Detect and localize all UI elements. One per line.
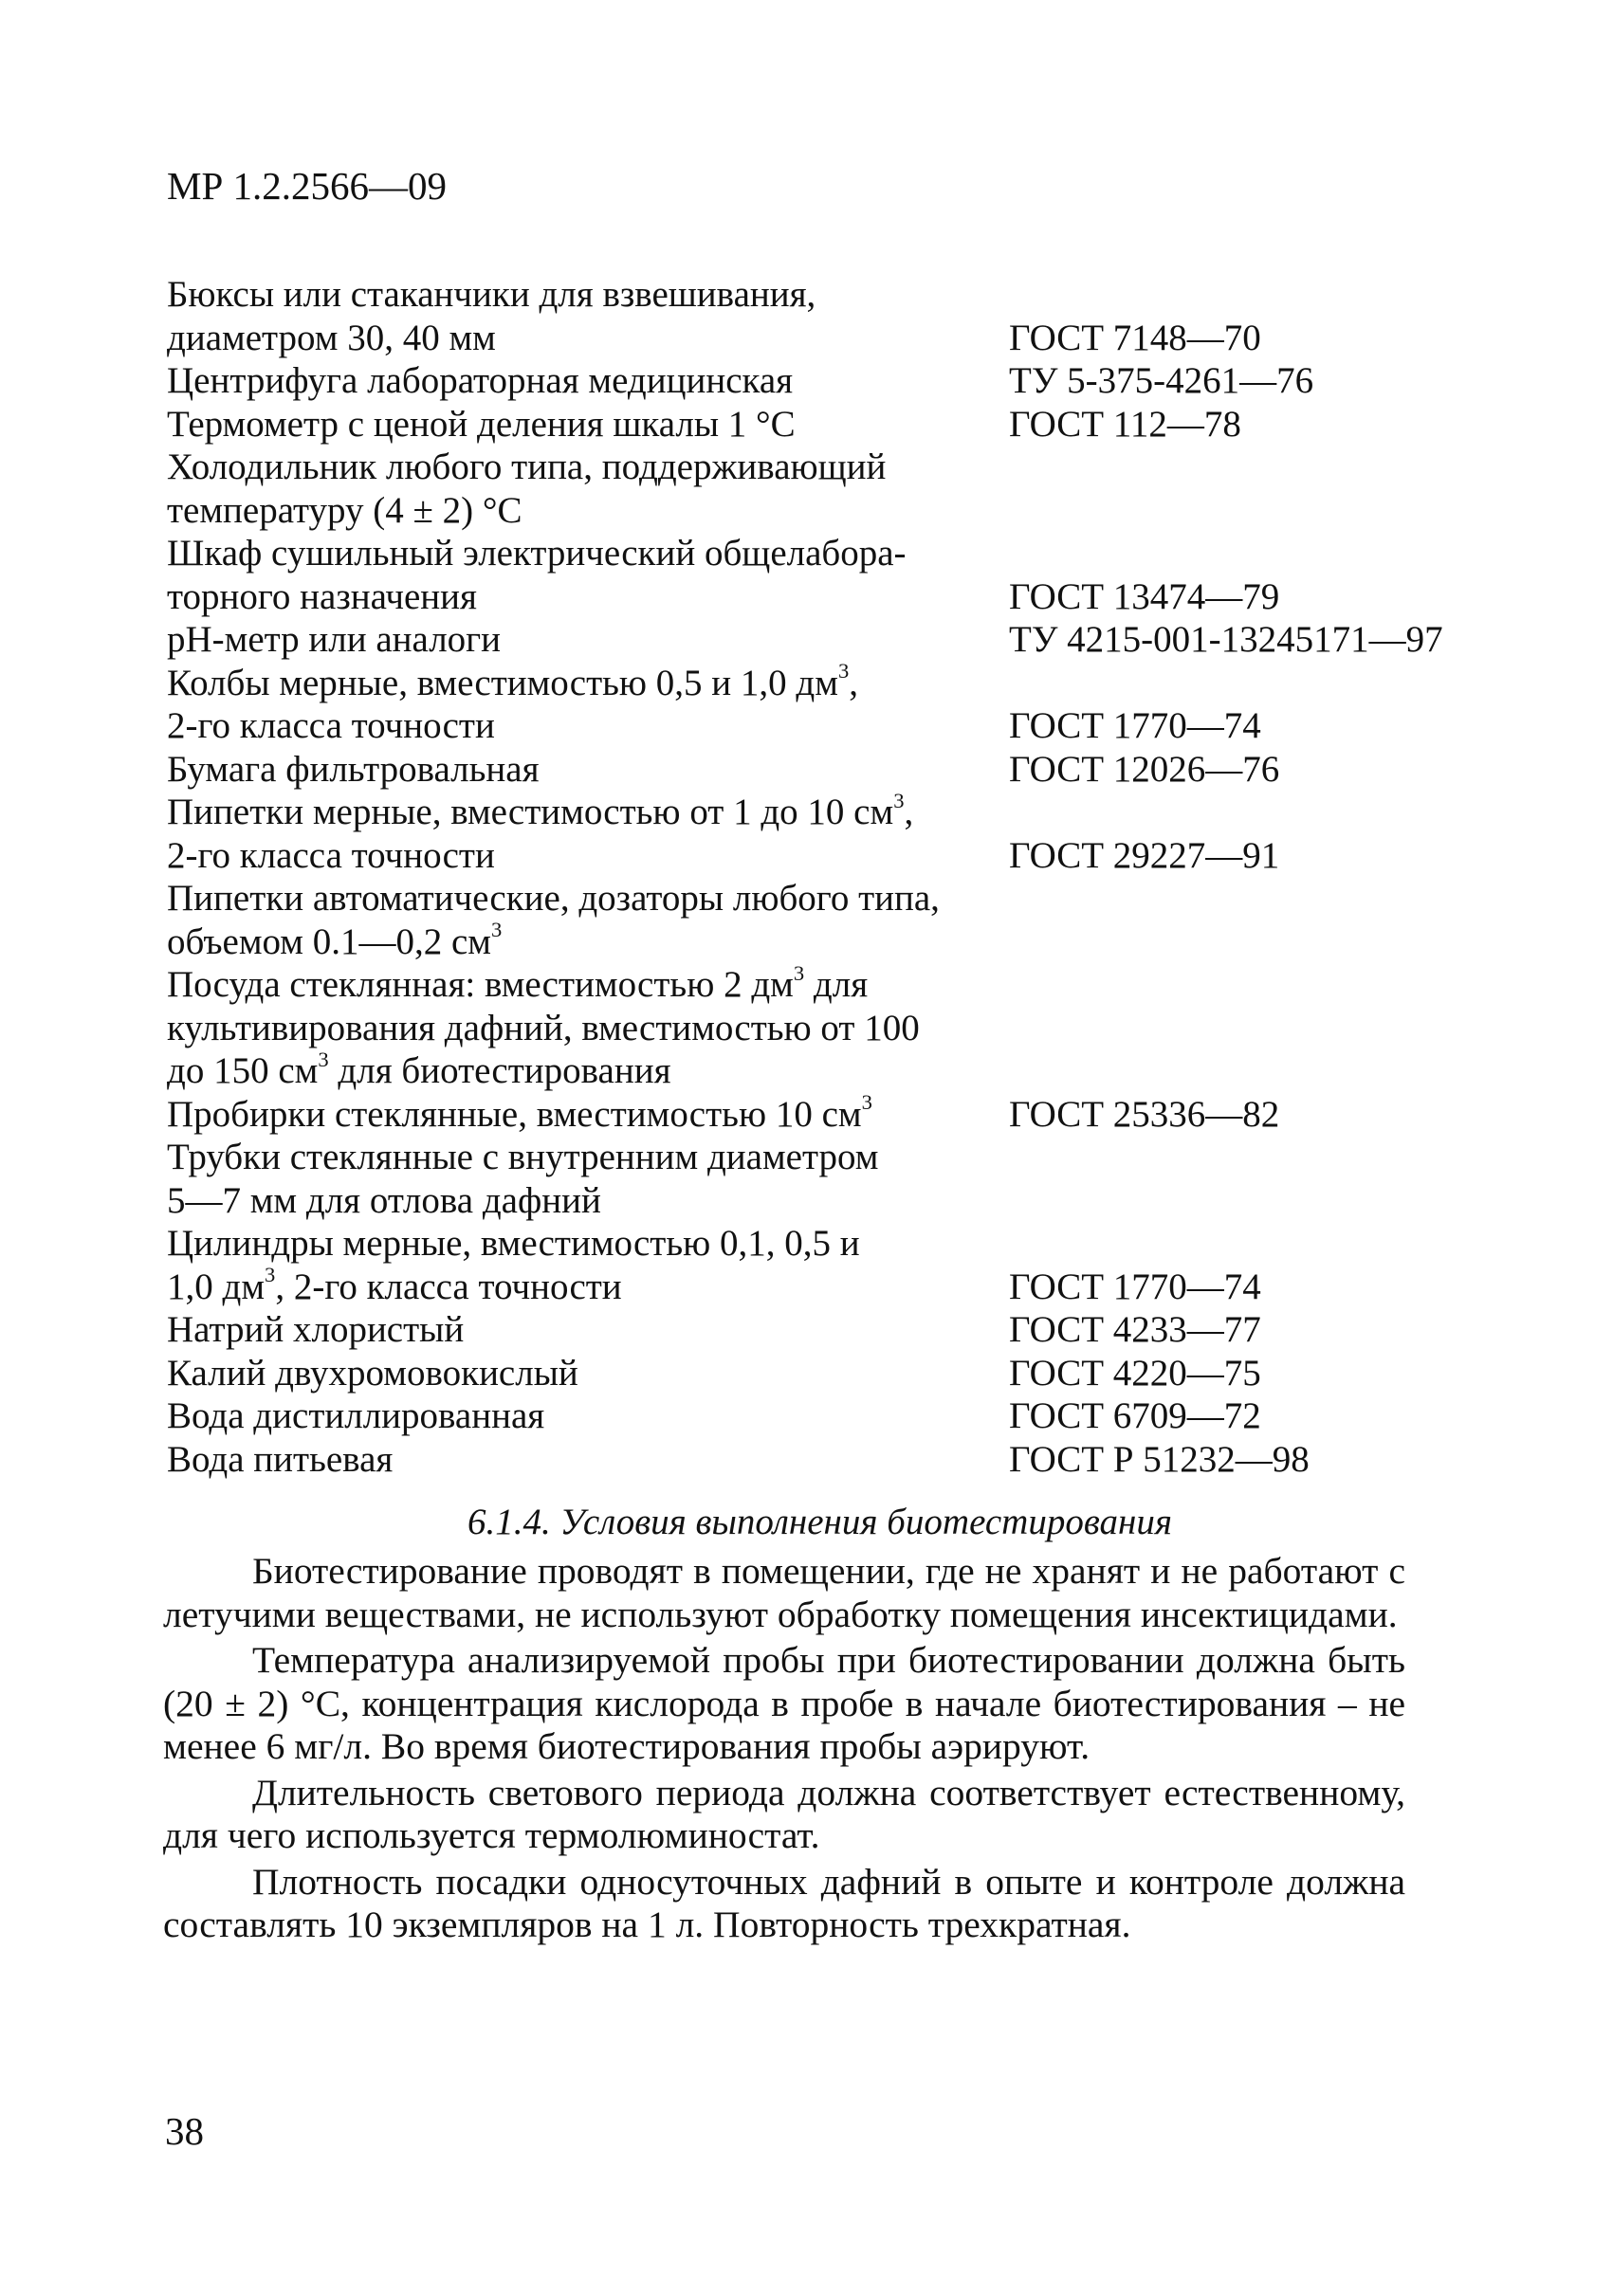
equipment-line	[167, 1179, 1494, 1223]
body-paragraph: Температура анализируемой пробы при биотестировании должна быть (20 ± 2) °С, концентрация кислорода в пробе в начале биотестирования – не менее 6 мг/л. Во время биотестирования пробы аэрируют.	[163, 1639, 1405, 1767]
equipment-line	[167, 788, 1494, 834]
equipment-list	[167, 273, 1494, 1481]
equipment-description: Калий двухромовокислый	[167, 1352, 578, 1394]
equipment-description: Натрий хлористый	[167, 1309, 465, 1350]
equipment-item	[167, 359, 1494, 403]
equipment-description: Посуда стеклянная: вместимостью 2 $дм^3$ для	[167, 960, 869, 1005]
equipment-line	[167, 834, 1494, 878]
standard-reference: ГОСТ 25336—82	[1009, 1093, 1280, 1135]
equipment-line	[167, 1222, 1494, 1266]
equipment-line	[167, 446, 1494, 489]
equipment-line	[167, 273, 1494, 317]
body-paragraph: Длительность светового периода должна соответствует естественному, для чего используется термолюминостат.	[163, 1771, 1405, 1856]
equipment-item	[167, 1308, 1494, 1352]
standard-reference: ТУ 5-375-4261—76	[1009, 360, 1314, 401]
equipment-item	[167, 403, 1494, 446]
superscript-3: 3	[837, 659, 850, 683]
equipment-item	[167, 960, 1494, 1093]
equipment-description: Пипетки мерные, вместимостью от 1 до 10 $см^3$,	[167, 788, 914, 832]
equipment-description: 5—7 мм для отлова дафний	[167, 1179, 601, 1221]
equipment-description: торного назначения	[167, 575, 477, 617]
equipment-line	[167, 659, 1494, 705]
standard-reference: ГОСТ 29227—91	[1009, 834, 1280, 876]
equipment-description: Бумага фильтровальная	[167, 748, 540, 790]
body-paragraph: Плотность посадки односуточных дафний в опыте и контроле должна составлять 10 экземпляров на 1 л. Повторность трехкратная.	[163, 1860, 1405, 1945]
standard-reference: ГОСТ Р 51232—98	[1009, 1438, 1310, 1480]
equipment-line	[167, 877, 1494, 920]
equipment-line	[167, 317, 1494, 360]
equipment-description: Центрифуга лабораторная медицинская	[167, 360, 794, 401]
superscript-3: 3	[893, 788, 905, 812]
equipment-line	[167, 1263, 1494, 1309]
equipment-item	[167, 659, 1494, 748]
document-code-header: МР 1.2.2566—09	[167, 164, 448, 208]
equipment-line	[167, 960, 1494, 1007]
superscript-3: 3	[861, 1090, 872, 1115]
standard-reference: ГОСТ 4220—75	[1009, 1352, 1261, 1394]
equipment-item	[167, 1352, 1494, 1395]
section-heading: 6.1.4. Условия выполнения биотестирования	[467, 1502, 1172, 1542]
standard-reference: ГОСТ 13474—79	[1009, 575, 1280, 617]
equipment-description: Колбы мерные, вместимостью 0,5 и 1,0 $дм^3$,	[167, 659, 859, 703]
equipment-item	[167, 446, 1494, 532]
equipment-description: Холодильник любого типа, поддерживающий	[167, 446, 887, 487]
equipment-line	[167, 359, 1494, 403]
equipment-description: Цилиндры мерные, вместимостью 0,1, 0,5 и	[167, 1223, 860, 1264]
equipment-line	[167, 1136, 1494, 1179]
equipment-line	[167, 920, 1494, 964]
equipment-item	[167, 748, 1494, 792]
equipment-item	[167, 788, 1494, 877]
page-number: 38	[165, 2109, 204, 2153]
equipment-line	[167, 1394, 1494, 1438]
equipment-item	[167, 1136, 1494, 1222]
equipment-item	[167, 1438, 1494, 1482]
superscript-3: 3	[793, 960, 805, 985]
equipment-description: Пипетки автоматические, дозаторы любого типа,	[167, 878, 940, 919]
equipment-description: Вода питьевая	[167, 1438, 394, 1480]
equipment-item	[167, 1090, 1494, 1137]
standard-reference: ГОСТ 6709—72	[1009, 1395, 1261, 1436]
standard-reference: ГОСТ 7148—70	[1009, 317, 1261, 358]
equipment-line	[167, 618, 1494, 662]
equipment-description: 2-го класса точности	[167, 705, 495, 746]
standard-reference: ГОСТ 1770—74	[1009, 1266, 1261, 1307]
superscript-3: 3	[490, 918, 503, 942]
equipment-line	[167, 489, 1494, 533]
equipment-line	[167, 1438, 1494, 1482]
standard-reference: ГОСТ 1770—74	[1009, 705, 1261, 746]
equipment-line	[167, 1007, 1494, 1050]
standard-reference: ГОСТ 12026—76	[1009, 748, 1280, 790]
equipment-line	[167, 532, 1494, 575]
equipment-line	[167, 1352, 1494, 1395]
equipment-description: Бюксы или стаканчики для взвешивания,	[167, 274, 816, 315]
equipment-description: Пробирки стеклянные, вместимостью 10 $см^3$	[167, 1090, 872, 1135]
equipment-item	[167, 532, 1494, 618]
equipment-line	[167, 1308, 1494, 1352]
equipment-line	[167, 1049, 1494, 1093]
equipment-line	[167, 704, 1494, 748]
equipment-line	[167, 1090, 1494, 1137]
equipment-item	[167, 877, 1494, 963]
equipment-description: культивирования дафний, вместимостью от 100	[167, 1007, 920, 1048]
equipment-description: Трубки стеклянные с внутренним диаметром	[167, 1137, 879, 1177]
superscript-3: 3	[265, 1263, 276, 1287]
equipment-description: 2-го класса точности	[167, 834, 495, 876]
equipment-description: 1,0 $дм^3$, 2-го класса точности	[167, 1263, 622, 1307]
equipment-description: Вода дистиллированная	[167, 1395, 545, 1436]
equipment-description: Шкаф сушильный электрический общелабора-	[167, 533, 907, 574]
equipment-item	[167, 1394, 1494, 1438]
equipment-item	[167, 273, 1494, 359]
equipment-description: рН-метр или аналоги	[167, 619, 502, 660]
body-paragraph: Биотестирование проводят в помещении, где не хранят и не работают с летучими веществами, не используют обработку помещения инсектицидами.	[163, 1550, 1405, 1635]
equipment-description: до 150 $см^3$ для биотестирования	[167, 1047, 671, 1091]
superscript-3: 3	[318, 1047, 329, 1071]
standard-reference: ГОСТ 112—78	[1009, 403, 1241, 445]
equipment-line	[167, 403, 1494, 446]
equipment-item	[167, 618, 1494, 662]
standard-reference: ТУ 4215-001-13245171—97	[1009, 619, 1443, 660]
standard-reference: ГОСТ 4233—77	[1009, 1309, 1261, 1350]
equipment-line	[167, 575, 1494, 619]
equipment-description: Термометр с ценой деления шкалы 1 °С	[167, 403, 796, 445]
equipment-description: объемом 0.1—0,2 $см^3$	[167, 918, 503, 962]
equipment-description: диаметром 30, 40 мм	[167, 317, 496, 358]
section-body	[163, 1550, 1405, 1950]
equipment-line	[167, 748, 1494, 792]
equipment-description: температуру (4 ± 2) °С	[167, 489, 522, 531]
equipment-item	[167, 1222, 1494, 1308]
